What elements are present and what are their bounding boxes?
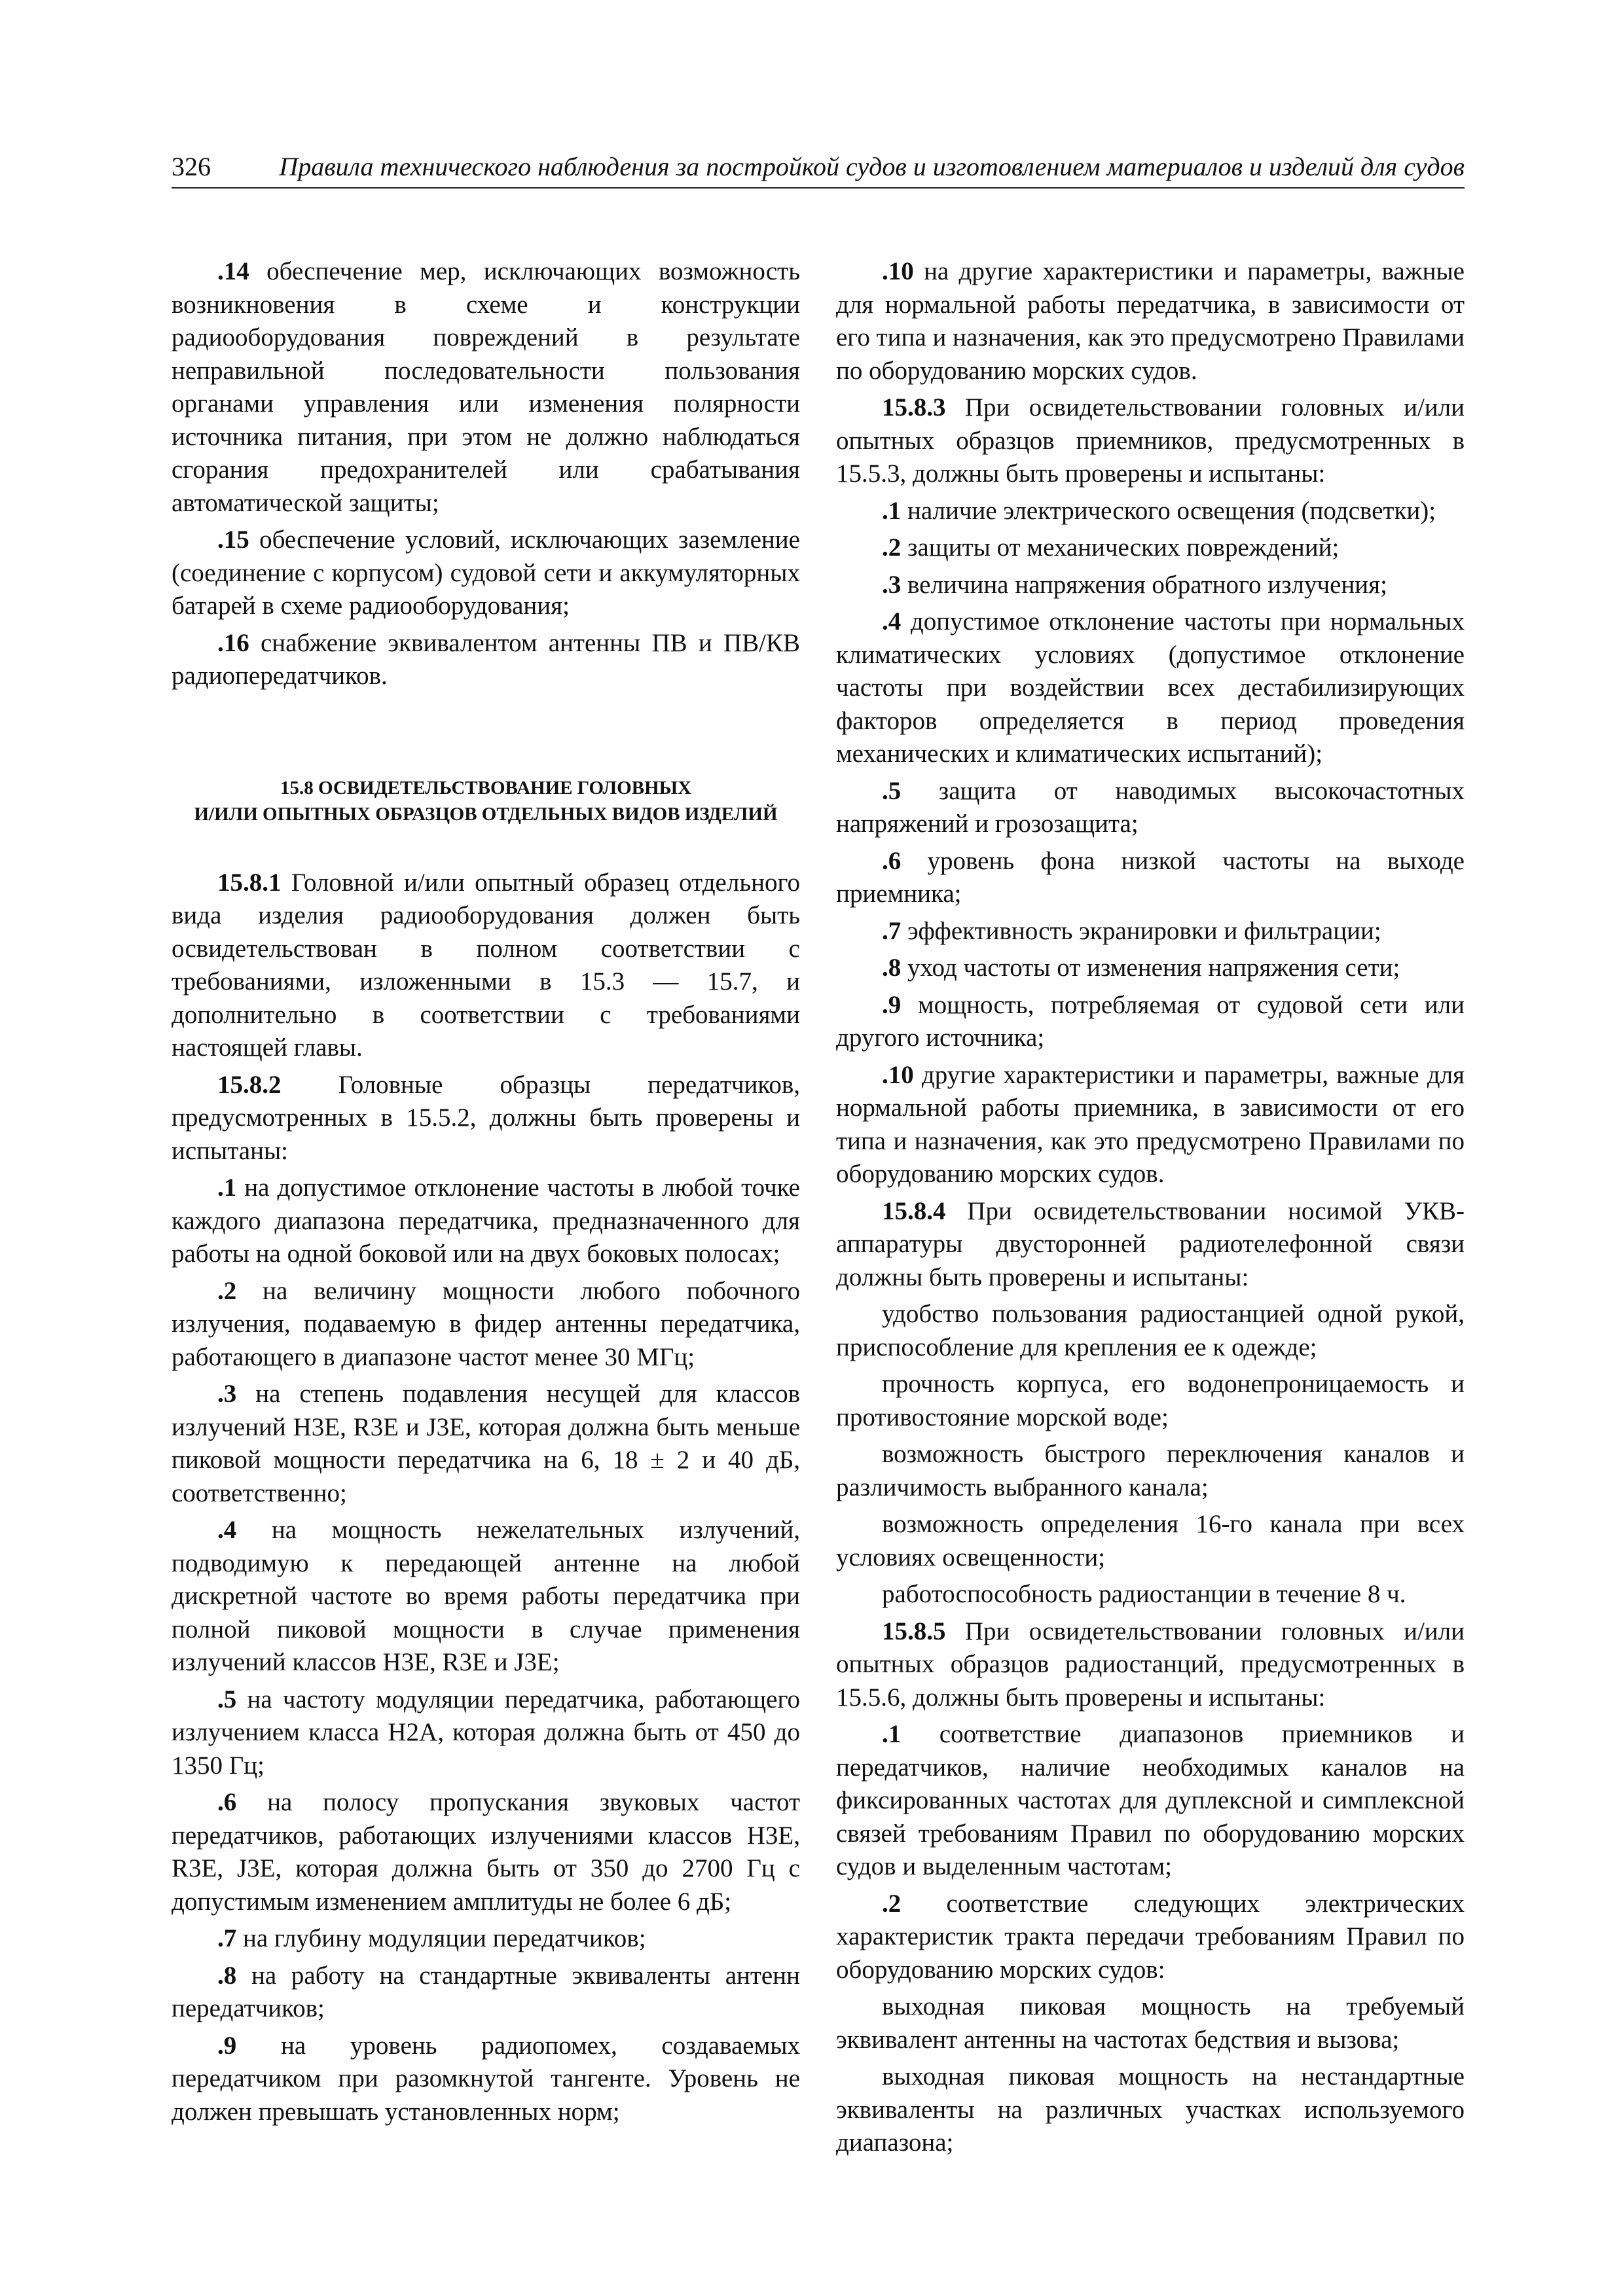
- paragraph: 15.8.5 При освидетельствовании головных и/или опытных образцов радиостанций, предусмотренных в 15.5.6, должны быть проверены и испытаны:: [836, 1617, 1465, 1712]
- paragraph: .2 на величину мощности любого побочного излучения, подаваемую в фидер антенны передатчика, работающего в диапазоне частот менее 30 МГц;: [172, 1276, 800, 1371]
- paragraph: .2 защиты от механических повреждений;: [882, 533, 1340, 562]
- running-title: Правила технического наблюдения за постройкой судов и изготовлением материалов и изделий для судов: [279, 152, 1465, 181]
- paragraph: .4 допустимое отклонение частоты при нормальных климатических условиях (допустимое отклонение частоты при воздействии всех дестабилизирующих факторов определяется в период проведения механических и климатических испытаний);: [836, 607, 1465, 768]
- paragraph: работоспособность радиостанции в течение 8 ч.: [882, 1580, 1406, 1608]
- paragraph: возможность определения 16-го канала при всех условиях освещенности;: [836, 1510, 1465, 1571]
- paragraph: 15.8.3 При освидетельствовании головных и/или опытных образцов приемников, предусмотренных в 15.5.3, должны быть проверены и испытаны:: [836, 393, 1465, 488]
- paragraph: выходная пиковая мощность на требуемый эквивалент антенны на частотах бедствия и вызова;: [836, 1992, 1465, 2054]
- paragraph: .6 уровень фона низкой частоты на выходе приемника;: [836, 846, 1465, 908]
- paragraph: .7 эффективность экранировки и фильтрации;: [882, 916, 1381, 945]
- paragraph: 15.8.4 При освидетельствовании носимой УКВ-аппаратуры двусторонней радиотелефонной связи должны быть проверены и испытаны:: [836, 1196, 1465, 1291]
- paragraph: .3 величина напряжения обратного излучения;: [882, 570, 1387, 599]
- paragraph: .4 на мощность нежелательных излучений, подводимую к передающей антенне на любой дискретной частоте во время работы передатчика при полной пиковой мощности в случае применения излучений классов H3E, R3E и J3E;: [172, 1516, 800, 1676]
- paragraph: .8 уход частоты от изменения напряжения сети;: [882, 954, 1400, 982]
- page-header: [172, 148, 1465, 188]
- paragraph: .1 наличие электрического освещения (подсветки);: [882, 496, 1436, 525]
- paragraph: .10 другие характеристики и параметры, важные для нормальной работы приемника, в зависимости от его типа и назначения, как это предусмотрено Правилами по оборудованию морских судов.: [836, 1060, 1465, 1188]
- paragraph: .10 на другие характеристики и параметры, важные для нормальной работы передатчика, в зависимости от его типа и назначения, как это предусмотрено Правилами по оборудованию морских судов.: [836, 257, 1465, 385]
- paragraph: .1 соответствие диапазонов приемников и передатчиков, наличие необходимых каналов на фиксированных частотах для дуплексной и симплексной связей требованиям Правил по оборудованию морских судов и выделенным частотам;: [836, 1720, 1465, 1880]
- paragraph: .7 на глубину модуляции передатчиков;: [217, 1924, 646, 1952]
- paragraph: .9 на уровень радиопомех, создаваемых передатчиком при разомкнутой тангенте. Уровень не должен превышать установленных норм;: [172, 2031, 800, 2126]
- paragraph: удобство пользования радиостанцией одной рукой, приспособление для крепления ее к одежде;: [836, 1300, 1465, 1361]
- paragraph: .3 на степень подавления несущей для классов излучений H3E, R3E и J3E, которая должна быть меньше пиковой мощности передатчика на 6, 18 ± 2 и 40 дБ, соответственно;: [172, 1380, 800, 1507]
- section-title: 15.8 ОСВИДЕТЕЛЬСТВОВАНИЕ ГОЛОВНЫХ И/ИЛИ ОПЫТНЫХ ОБРАЗЦОВ ОТДЕЛЬНЫХ ВИДОВ ИЗДЕЛИЙ: [194, 777, 778, 825]
- paragraph: 15.8.2 Головные образцы передатчиков, предусмотренных в 15.5.2, должны быть проверены и испытаны:: [172, 1070, 800, 1165]
- paragraph: возможность быстрого переключения каналов и различимость выбранного канала;: [836, 1440, 1465, 1501]
- paragraph: .5 на частоту модуляции передатчика, работающего излучением класса H2A, которая должна быть от 450 до 1350 Гц;: [172, 1685, 800, 1780]
- page-number: 326: [172, 152, 211, 181]
- paragraph: .5 защита от наводимых высокочастотных напряжений и грозозащита;: [836, 776, 1465, 838]
- paragraph: .16 снабжение эквивалентом антенны ПВ и ПВ/КВ радиопередатчиков.: [172, 628, 800, 690]
- right-column: [836, 255, 1465, 2160]
- paragraph: .14 обеспечение мер, исключающих возможность возникновения в схеме и конструкции радиооборудования повреждений в результате неправильной последовательности пользования органами управления или изменения полярности источника питания, при этом не должно наблюдаться сгорания предохранителей или срабатывания автоматической защиты;: [172, 257, 800, 517]
- paragraph: выходная пиковая мощность на нестандартные эквиваленты на различных участках используемого диапазона;: [836, 2062, 1465, 2157]
- paragraph: .15 обеспечение условий, исключающих заземление (соединение с корпусом) судовой сети и аккумуляторных батарей в схеме радиооборудования;: [172, 526, 800, 620]
- paragraph: .9 мощность, потребляемая от судовой сети или другого источника;: [836, 990, 1465, 1052]
- paragraph: .8 на работу на стандартные эквиваленты антенн передатчиков;: [172, 1961, 800, 2022]
- paragraph: .6 на полосу пропускания звуковых частот передатчиков, работающих излучениями классов H3E, R3E, J3E, которая должна быть от 350 до 2700 Гц с допустимым изменением амплитуды не более 6 дБ;: [172, 1788, 800, 1916]
- left-column: [172, 255, 800, 2128]
- paragraph: .1 на допустимое отклонение частоты в любой точке каждого диапазона передатчика, предназначенного для работы на одной боковой или на двух боковых полосах;: [172, 1174, 800, 1268]
- paragraph: .2 соответствие следующих электрических характеристик тракта передачи требованиям Правил по оборудованию морских судов:: [836, 1889, 1465, 1984]
- paragraph: прочность корпуса, его водонепроницаемость и противостояние морской воде;: [836, 1370, 1465, 1431]
- paragraph: 15.8.1 Головной и/или опытный образец отдельного вида изделия радиооборудования должен быть освидетельствован в полном соответствии с требованиями, изложенными в 15.3 — 15.7, и дополнительно в соответствии с требованиями настоящей главы.: [172, 868, 800, 1062]
